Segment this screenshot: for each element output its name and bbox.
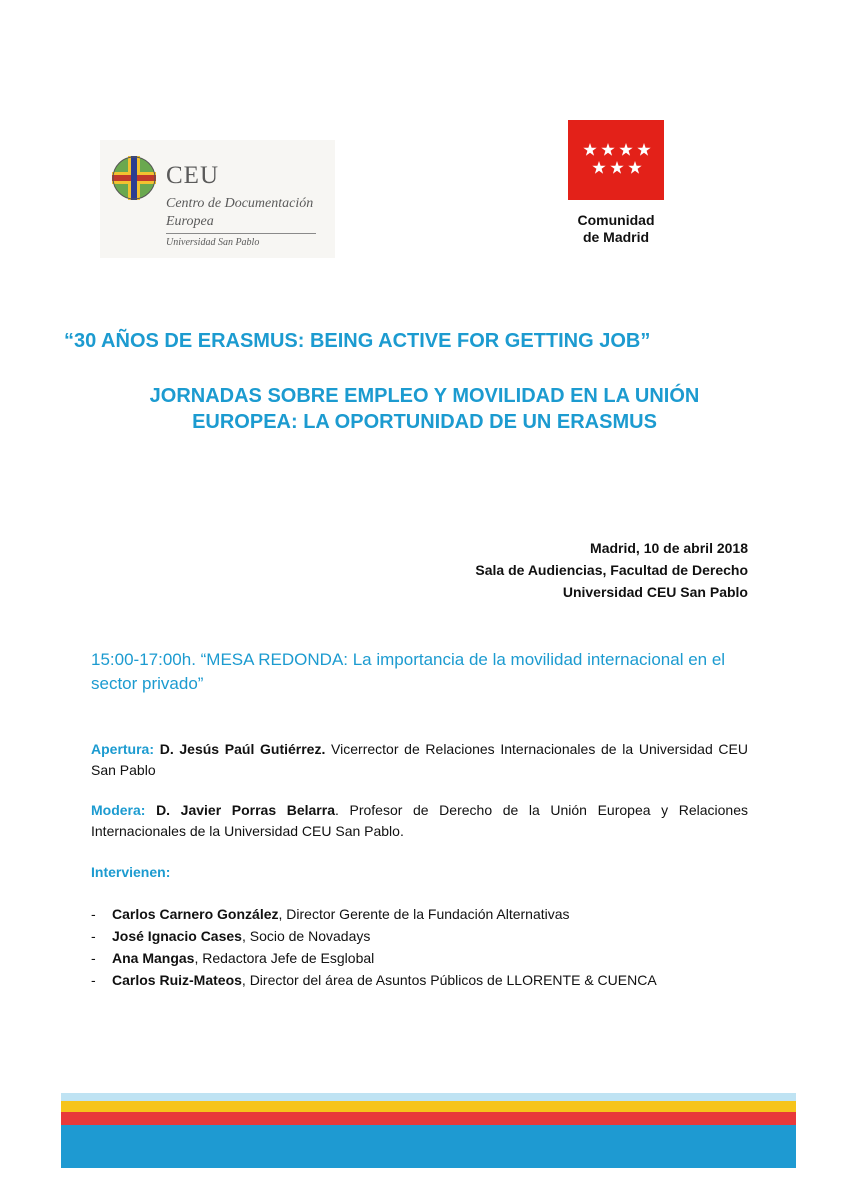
stripe-blue xyxy=(61,1125,796,1168)
event-subtitle-line1: JORNADAS SOBRE EMPLEO Y MOVILIDAD EN LA UNIÓN xyxy=(149,385,700,407)
event-venue: Sala de Audiencias, Facultad de Derecho xyxy=(475,562,748,578)
event-subtitle-line2: EUROPEA: LA OPORTUNIDAD DE UN ERASMUS xyxy=(192,411,657,433)
ceu-divider xyxy=(166,233,316,234)
ceu-subtitle-3: Universidad San Pablo xyxy=(166,237,260,248)
modera-label: Modera: xyxy=(91,802,146,818)
list-bullet: - xyxy=(91,928,96,944)
ceu-logo xyxy=(100,140,335,258)
speaker-item xyxy=(91,928,370,944)
speaker-name: Carlos Carnero González xyxy=(112,906,279,922)
apertura-description: Vicerrector de Relaciones Internacionales de la Universidad CEU San Pablo xyxy=(91,741,748,778)
speaker-name: Ana Mangas xyxy=(112,950,195,966)
madrid-name-line1: Comunidad xyxy=(577,212,655,228)
apertura-name: D. Jesús Paúl Gutiérrez. xyxy=(159,741,326,757)
stripe-yellow xyxy=(61,1101,796,1112)
speaker-role: , Director del área de Asuntos Públicos de LLORENTE & CUENCA xyxy=(241,972,657,988)
list-bullet: - xyxy=(91,950,96,966)
ceu-subtitle-2: Europea xyxy=(166,214,214,229)
event-title: “30 AÑOS DE ERASMUS: BEING ACTIVE FOR GETTING JOB” xyxy=(64,330,651,352)
event-date: Madrid, 10 de abril 2018 xyxy=(590,540,748,556)
session-heading: 15:00-17:00h. “MESA REDONDA: La importancia de la movilidad internacional en el sector privado” xyxy=(91,650,726,693)
modera-name: D. Javier Porras Belarra xyxy=(156,802,335,818)
ceu-emblem-icon xyxy=(112,156,156,200)
speaker-item xyxy=(91,906,570,922)
apertura-paragraph xyxy=(91,739,748,781)
intervienen-label: Intervienen: xyxy=(91,864,171,880)
madrid-stars-icon xyxy=(568,140,664,180)
speaker-item xyxy=(91,950,374,966)
list-bullet: - xyxy=(91,972,96,988)
speaker-name: José Ignacio Cases xyxy=(112,928,242,944)
ceu-name: CEU xyxy=(166,162,219,189)
speaker-role: , Socio de Novadays xyxy=(241,928,371,944)
ceu-subtitle-1: Centro de Documentación xyxy=(166,196,314,211)
modera-paragraph xyxy=(91,800,748,842)
speaker-item xyxy=(91,972,657,988)
speaker-name: Carlos Ruiz-Mateos xyxy=(112,972,242,988)
madrid-name-line2: de Madrid xyxy=(582,229,650,245)
comunidad-madrid-logo xyxy=(568,120,664,248)
event-university: Universidad CEU San Pablo xyxy=(562,584,748,600)
modera-description: . Profesor de Derecho de la Unión Europea y Relaciones Internacionales de la Universidad CEU San Pablo. xyxy=(91,802,748,839)
stripe-light-blue xyxy=(61,1093,796,1101)
stripe-red xyxy=(61,1112,796,1125)
footer-stripes xyxy=(61,1093,796,1168)
speaker-role: , Redactora Jefe de Esglobal xyxy=(194,950,375,966)
speaker-role: , Director Gerente de la Fundación Alternativas xyxy=(278,906,570,922)
apertura-label: Apertura: xyxy=(91,741,155,757)
list-bullet: - xyxy=(91,906,96,922)
